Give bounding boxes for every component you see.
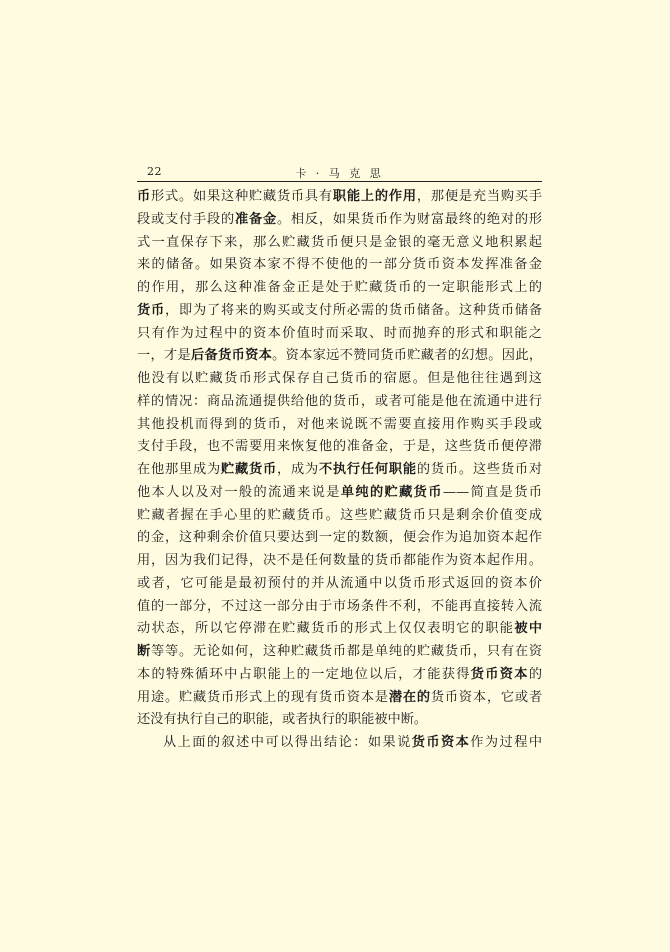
text-line <box>137 254 542 277</box>
text-line <box>137 573 542 596</box>
text-segment: 用，因为我们记得，决不是任何数量的货币都能作为资本起作用。 <box>137 553 542 568</box>
emphasized-text: 后备货币资本 <box>191 348 273 364</box>
text-segment: 式一直保存下来，那么贮藏货币便只是金银的毫无意义地积累起 <box>137 234 542 250</box>
text-line <box>137 664 542 687</box>
text-line <box>137 482 542 505</box>
page-number: 22 <box>147 165 162 178</box>
text-line <box>137 277 542 300</box>
text-segment: 在他那里成为 <box>137 462 221 477</box>
text-segment: 样的情况：商品流通提供给他的货币，或者可能是他在流通中进行 <box>137 393 542 409</box>
body-text <box>137 186 542 755</box>
emphasized-text: 断 <box>137 644 151 659</box>
text-line <box>137 232 542 255</box>
text-segment: 值的一部分，不过这一部分由于市场条件不利，不能再直接转入流 <box>137 598 542 614</box>
text-segment: 的 <box>528 666 542 682</box>
text-segment: 他本人以及对一般的流通来说是 <box>137 484 341 500</box>
text-segment: 他没有以贮藏货币形式保存自己货币的宿愿。但是他往往遇到这 <box>137 371 542 386</box>
text-line <box>137 300 542 323</box>
text-line <box>137 709 542 732</box>
text-segment: 来的储备。如果资本家不得不使他的一部分货币资本发挥准备金 <box>137 257 542 273</box>
emphasized-text: 单纯的贮藏货币 <box>340 484 443 500</box>
text-segment: ，即为了将来的购买或支付所必需的货币储备。这种货币储备 <box>165 302 542 318</box>
text-segment: 等等。无论如何，这种贮藏货币都是单纯的贮藏货币，只有在资 <box>151 644 542 659</box>
emphasized-text: 币 <box>137 189 151 204</box>
text-segment: 用途。贮藏货币形式上的现有货币资本是 <box>137 689 389 705</box>
emphasized-text: 职能上的作用 <box>332 189 417 204</box>
text-line <box>137 527 542 550</box>
text-line <box>137 550 542 573</box>
text-segment: ，成为 <box>276 462 319 477</box>
text-segment: 。相反，如果货币作为财富最终的绝对的形 <box>276 211 542 227</box>
text-segment: 贮藏者握在手心里的贮藏货币。这些贮藏货币只是剩余价值变成 <box>137 507 542 523</box>
emphasized-text: 货币资本 <box>470 666 529 682</box>
text-segment: 只有作为过程中的资本价值时而采取、时而抛弃的形式和职能之 <box>137 325 542 341</box>
text-line <box>137 596 542 619</box>
text-segment: 段或支付手段的 <box>137 211 235 227</box>
text-segment: 支付手段，也不需要用来恢复他的准备金，于是，这些货币便停滞 <box>137 439 542 455</box>
text-line <box>137 641 542 664</box>
text-segment: 其他投机而得到的货币，对他来说既不需要直接用作购买手段或 <box>137 416 542 432</box>
text-segment: 货币资本，它或者 <box>430 689 542 705</box>
text-line <box>137 505 542 528</box>
text-segment: 从上面的叙述中可以得出结论：如果说 <box>163 735 412 750</box>
emphasized-text: 不执行任何职能 <box>318 462 417 477</box>
text-segment: 本的特殊循环中占职能上的一定地位以后，才能获得 <box>137 666 471 682</box>
text-segment: 形式。如果这种贮藏货币具有 <box>151 189 333 204</box>
text-line <box>137 209 542 232</box>
text-line <box>137 323 542 346</box>
running-head: 卡 · 马 克 思 <box>295 167 384 180</box>
text-segment: 的货币。这些货币对 <box>416 462 542 477</box>
text-segment: 。资本家远不赞同货币贮藏者的幻想。因此， <box>272 348 542 364</box>
text-segment: 动状态，所以它停滞在贮藏货币的形式上仅仅表明它的职能 <box>137 621 515 637</box>
text-segment: 一，才是 <box>137 348 192 364</box>
text-segment: 作为过程中 <box>470 735 542 750</box>
header-rule <box>137 181 542 182</box>
emphasized-text: 货币资本 <box>411 735 471 750</box>
emphasized-text: 被中 <box>514 621 542 637</box>
text-line <box>137 436 542 459</box>
text-segment: ——简直是货币 <box>442 484 542 500</box>
page-header <box>137 162 542 182</box>
text-line <box>137 186 542 209</box>
text-segment: ，那便是充当购买手 <box>416 189 542 204</box>
text-segment: 或者，它可能是最初预付的并从流通中以货币形式返回的资本价 <box>137 575 542 591</box>
text-line <box>137 459 542 482</box>
emphasized-text: 准备金 <box>234 211 277 227</box>
text-segment: 还没有执行自己的职能，或者执行的职能被中断。 <box>137 712 428 728</box>
text-line <box>137 345 542 368</box>
emphasized-text: 潜在的 <box>388 689 431 705</box>
text-segment: 的金，这种剩余价值只要达到一定的数额，便会作为追加资本起作 <box>137 530 542 546</box>
text-line <box>137 368 542 391</box>
text-line <box>137 687 542 710</box>
emphasized-text: 货币 <box>137 302 165 318</box>
text-line <box>137 414 542 437</box>
text-segment: 的作用，那么这种准备金正是处于贮藏货币的一定职能形式上的 <box>137 280 542 295</box>
text-line <box>137 618 542 641</box>
emphasized-text: 贮藏货币 <box>220 462 277 477</box>
text-line <box>137 732 542 755</box>
text-line <box>137 391 542 414</box>
